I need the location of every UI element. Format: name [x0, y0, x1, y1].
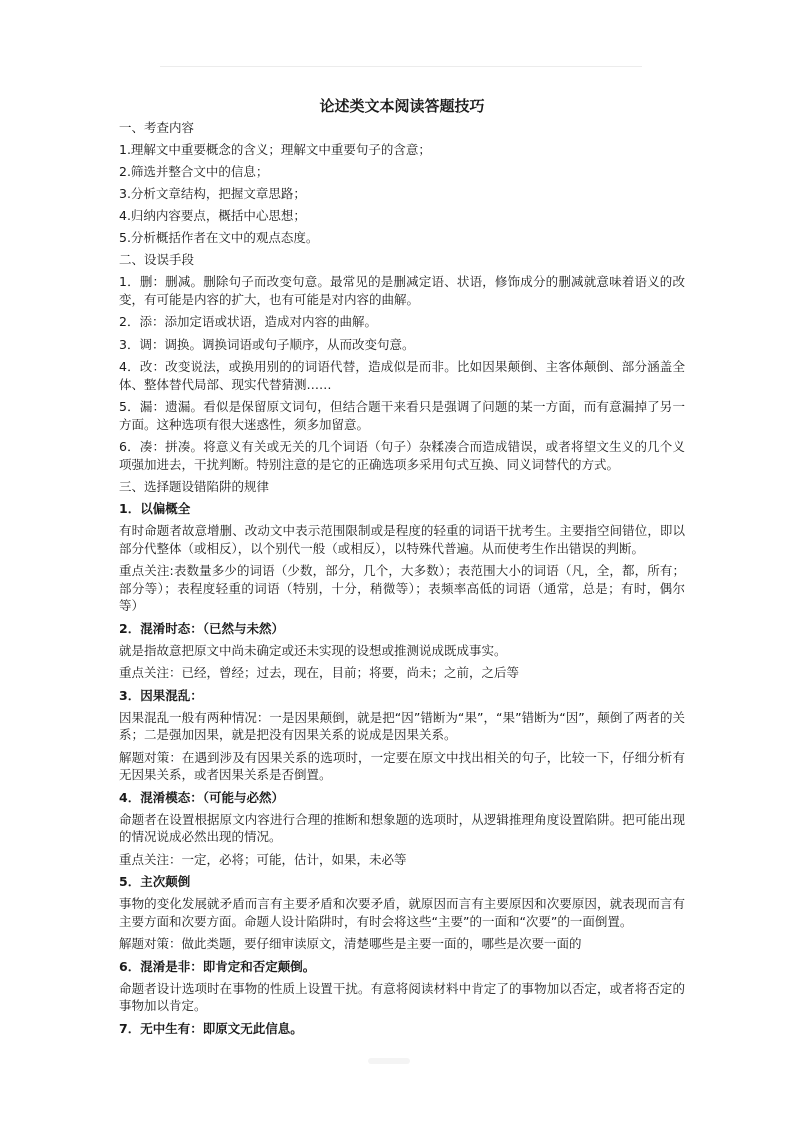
rule-paragraph: 解题对策：做此类题，要仔细审读原文，清楚哪些是主要一面的，哪些是次要一面的 — [119, 936, 582, 951]
rule-paragraph: 因果混乱一般有两种情况：一是因果颠倒，就是把“因”错断为“果”，“果”错断为“因”，颠倒了两者的关系；二是强加因果，就是把没有因果关系的说成是因果关系。 — [119, 709, 685, 742]
method-item: 4．改：改变说法，或换用别的的词语代替，造成似是而非。比如因果颠倒、主客体颠倒、部分涵盖全体、整体替代局部、现实代替猜测…… — [119, 359, 685, 392]
rule-title: 1．以偏概全 — [119, 501, 191, 516]
list-item: 4.归纳内容要点，概括中心思想； — [119, 208, 306, 223]
document-title: 论述类文本阅读答题技巧 — [319, 97, 485, 115]
rule-paragraph: 就是指故意把原文中尚未确定或还未实现的设想或推测说成既成事实。 — [119, 642, 507, 658]
section-heading-methods: 二、设误手段 — [119, 252, 195, 267]
list-item: 2.筛选并整合文中的信息； — [119, 164, 269, 179]
rule-paragraph: 事物的变化发展就矛盾而言有主要矛盾和次要矛盾，就原因而言有主要原因和次要原因，就表现而言有主要方面和次要方面。命题人设计陷阱时，有时会将这些“主要”的一面和“次要”的一面倒置。 — [119, 896, 685, 929]
rule-paragraph: 重点关注：已经，曾经；过去，现在，目前；将要，尚未；之前，之后等 — [119, 665, 520, 680]
section-heading-content: 一、考查内容 — [119, 120, 195, 135]
rule-paragraph: 命题者在设置根据原文内容进行合理的推断和想象题的选项时，从逻辑推理角度设置陷阱。把可能出现的情况说成必然出现的情况。 — [119, 811, 685, 844]
rule-title: 6．混淆是非：即肯定和否定颠倒。 — [119, 958, 316, 974]
rule-paragraph: 解题对策：在遇到涉及有因果关系的选项时，一定要在原文中找出相关的句子，比较一下，仔细分析有无因果关系，或者因果关系是否倒置。 — [119, 749, 685, 782]
rule-title: 2．混淆时态：（已然与未然） — [119, 620, 284, 636]
method-item: 5．漏：遗漏。看似是保留原文词句，但结合题干来看只是强调了问题的某一方面，而有意漏掉了另一方面。这种选项有很大迷惑性，须多加留意。 — [119, 399, 685, 432]
method-item: 6．凑：拼凑。将意义有关或无关的几个词语（句子）杂糅凑合而造成错误，或者将望文生义的几个义项强加进去，干扰判断。特别注意的是它的正确选项多采用句式互换、同义词替代的方式。 — [119, 439, 685, 472]
rule-paragraph: 有时命题者故意增删、改动文中表示范围限制或是程度的轻重的词语干扰考生。主要指空间错位，即以部分代整体（或相反），以个别代一般（或相反），以特殊代普遍。从而使考生作出错误的判断。 — [119, 523, 685, 556]
document-body — [119, 96, 685, 1042]
section-heading-traps: 三、选择题设错陷阱的规律 — [119, 479, 270, 494]
rule-title: 3．因果混乱： — [119, 687, 203, 703]
method-item: 2．添：添加定语或状语，造成对内容的曲解。 — [119, 314, 377, 329]
list-item: 3.分析文章结构，把握文章思路； — [119, 186, 306, 201]
rule-title: 7．无中生有：即原文无此信息。 — [119, 1020, 303, 1036]
rule-paragraph: 重点关注:表数量多少的词语（少数，部分，几个，大多数）；表范围大小的词语（凡，全，都，所有；部分等）；表程度轻重的词语（特别，十分，稍微等）；表频率高低的词语（通常，总是；有时，偶尔等） — [119, 563, 685, 613]
header-rule — [160, 66, 642, 67]
page-footer-mark — [368, 1058, 410, 1064]
rule-title: 4．混淆模态：（可能与必然） — [119, 789, 284, 805]
method-item: 3．调：调换。调换词语或句子顺序，从而改变句意。 — [119, 336, 415, 352]
rule-paragraph: 重点关注：一定，必将；可能，估计，如果，未必等 — [119, 851, 407, 867]
method-item: 1．删：删减。删除句子而改变句意。最常见的是删减定语、状语，修饰成分的删减就意味着语义的改变，有可能是内容的扩大，也有可能是对内容的曲解。 — [119, 274, 685, 307]
list-item: 1.理解文中重要概念的含义；理解文中重要句子的含意； — [119, 142, 431, 157]
rule-title: 5．主次颠倒 — [119, 874, 191, 889]
rule-paragraph: 命题者设计选项时在事物的性质上设置干扰。有意将阅读材料中肯定了的事物加以否定，或者将否定的事物加以肯定。 — [119, 980, 685, 1013]
list-item: 5.分析概括作者在文中的观点态度。 — [119, 230, 319, 245]
